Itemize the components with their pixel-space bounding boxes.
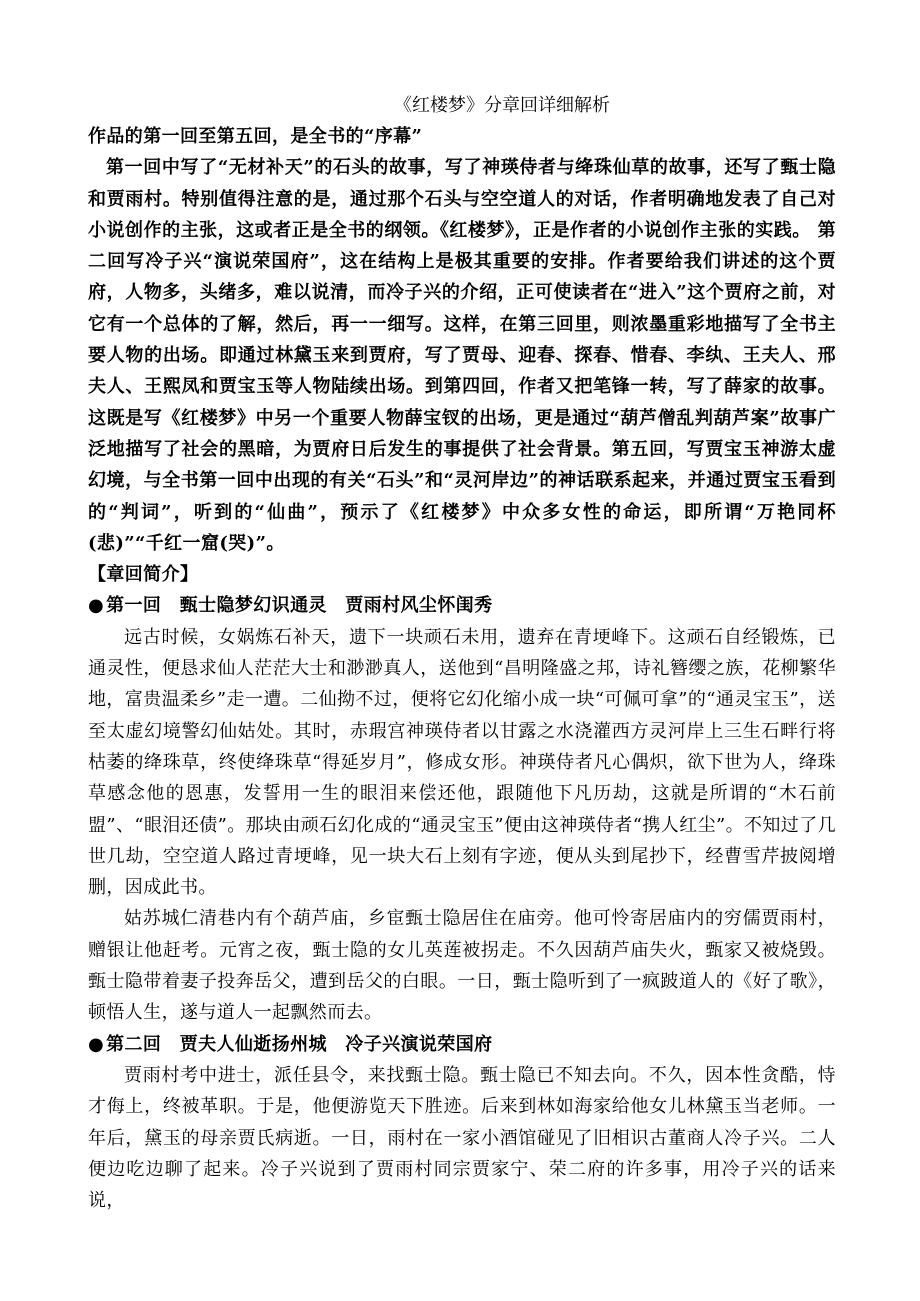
chapter-1-title: 第一回 甄士隐梦幻识通灵 贾雨村风尘怀闺秀 bbox=[106, 595, 493, 617]
bullet-icon: ● bbox=[88, 1033, 105, 1055]
intro-heading: 作品的第一回至第五回，是全书的“序幕” bbox=[88, 126, 423, 147]
section-heading: 【章回简介】 bbox=[88, 564, 199, 586]
chapter-2-paragraph-1: 贾雨村考中进士，派任县令，来找甄士隐。甄士隐已不知去向。不久，因本性贪酷，恃才侮上，终被革职。于是，他便游览天下胜迹。后来到林如海家给他女儿林黛玉当老师。一年后，黛玉的母亲贾氏病逝。一日，雨村在一家小酒馆碰见了旧相识古董商人冷子兴。二人便边吃边聊了起来。冷子兴说到了贾雨村同宗贾家宁、荣二府的许多事，用冷子兴的话来说， bbox=[88, 1064, 836, 1212]
intro-paragraph: 第一回中写了“无材补天”的石头的故事，写了神瑛侍者与绛珠仙草的故事，还写了甄士隐和贾雨村。特别值得注意的是，通过那个石头与空空道人的对话，作者明确地发表了自己对小说创作的主张，这或者正是全书的纲领。《红楼梦》，正是作者的小说创作主张的实践。 第二回写冷子兴“演说荣国府”，这在结构上是极其重要的安排。作者要给我们讲述的这个贾府，人物多，头绪多，难以说清，而冷子兴的介绍，正可使读者在“进入”这个贾府之前，对它有一个总体的了解，然后，再一一细写。这样，在第三回里，则浓墨重彩地描写了全书主要人物的出场。即通过林黛玉来到贾府，写了贾母、迎春、探春、惜春、李纨、王夫人、邢夫人、王熙凤和贾宝玉等人物陆续出场。到第四回，作者又把笔锋一转，写了薛家的故事。这既是写《红楼梦》中另一个重要人物薛宝钗的出场，更是通过“葫芦僧乱判葫芦案”故事广泛地描写了社会的黑暗，为贾府日后发生的事提供了社会背景。第五回，写贾宝玉神游太虚幻境，与全书第一回中出现的有关“石头”和“灵河岸边”的神话联系起来，并通过贾宝玉看到的“判词”，听到的“仙曲”，预示了《红楼梦》中众多女性的命运，即所谓“万艳同杯(悲)”“千红一窟(哭)”。 bbox=[88, 157, 836, 554]
chapter-1-paragraph-2: 姑苏城仁清巷内有个葫芦庙，乡宦甄士隐居住在庙旁。他可怜寄居庙内的穷儒贾雨村，赠银让他赶考。元宵之夜，甄士隐的女儿英莲被拐走。不久因葫芦庙失火，甄家又被烧毁。甄士隐带着妻子投奔岳父，遭到岳父的白眼。一日，甄士隐听到了一疯跛道人的《好了歌》，顿悟人生，遂与道人一起飘然而去。 bbox=[88, 908, 836, 1024]
chapter-2-title: 第二回 贾夫人仙逝扬州城 冷子兴演说荣国府 bbox=[106, 1033, 493, 1055]
chapter-1-paragraph-1: 远古时候，女娲炼石补天，遗下一块顽石未用，遗弃在青埂峰下。这顽石自经锻炼，已通灵性，便恳求仙人茫茫大士和渺渺真人，送他到“昌明隆盛之邦，诗礼簪缨之族，花柳繁华地，富贵温柔乡”走一遭。二仙拗不过，便将它幻化缩小成一块“可佩可拿”的“通灵宝玉”，送至太虚幻境警幻仙姑处。其时，赤瑕宫神瑛侍者以甘露之水浇灌西方灵河岸上三生石畔行将枯萎的绛珠草，终使绛珠草“得延岁月”，修成女形。神瑛侍者凡心偶炽，欲下世为人，绛珠草感念他的恩惠，发誓用一生的眼泪来偿还他，跟随他下凡历劫，这就是所谓的“木石前盟”、“眼泪还债”。那块由顽石幻化成的“通灵宝玉”便由这神瑛侍者“携人红尘”。不知过了几世几劫，空空道人路过青埂峰，见一块大石上刻有字迹，便从头到尾抄下，经曹雪芹披阅增删，因成此书。 bbox=[88, 626, 837, 899]
document-title: 《红楼梦》分章回详细解析 bbox=[394, 95, 610, 116]
document-page bbox=[88, 93, 836, 1216]
bullet-icon: ● bbox=[88, 595, 105, 617]
chapter-2-heading bbox=[88, 1029, 836, 1060]
chapter-1-heading bbox=[88, 590, 836, 621]
